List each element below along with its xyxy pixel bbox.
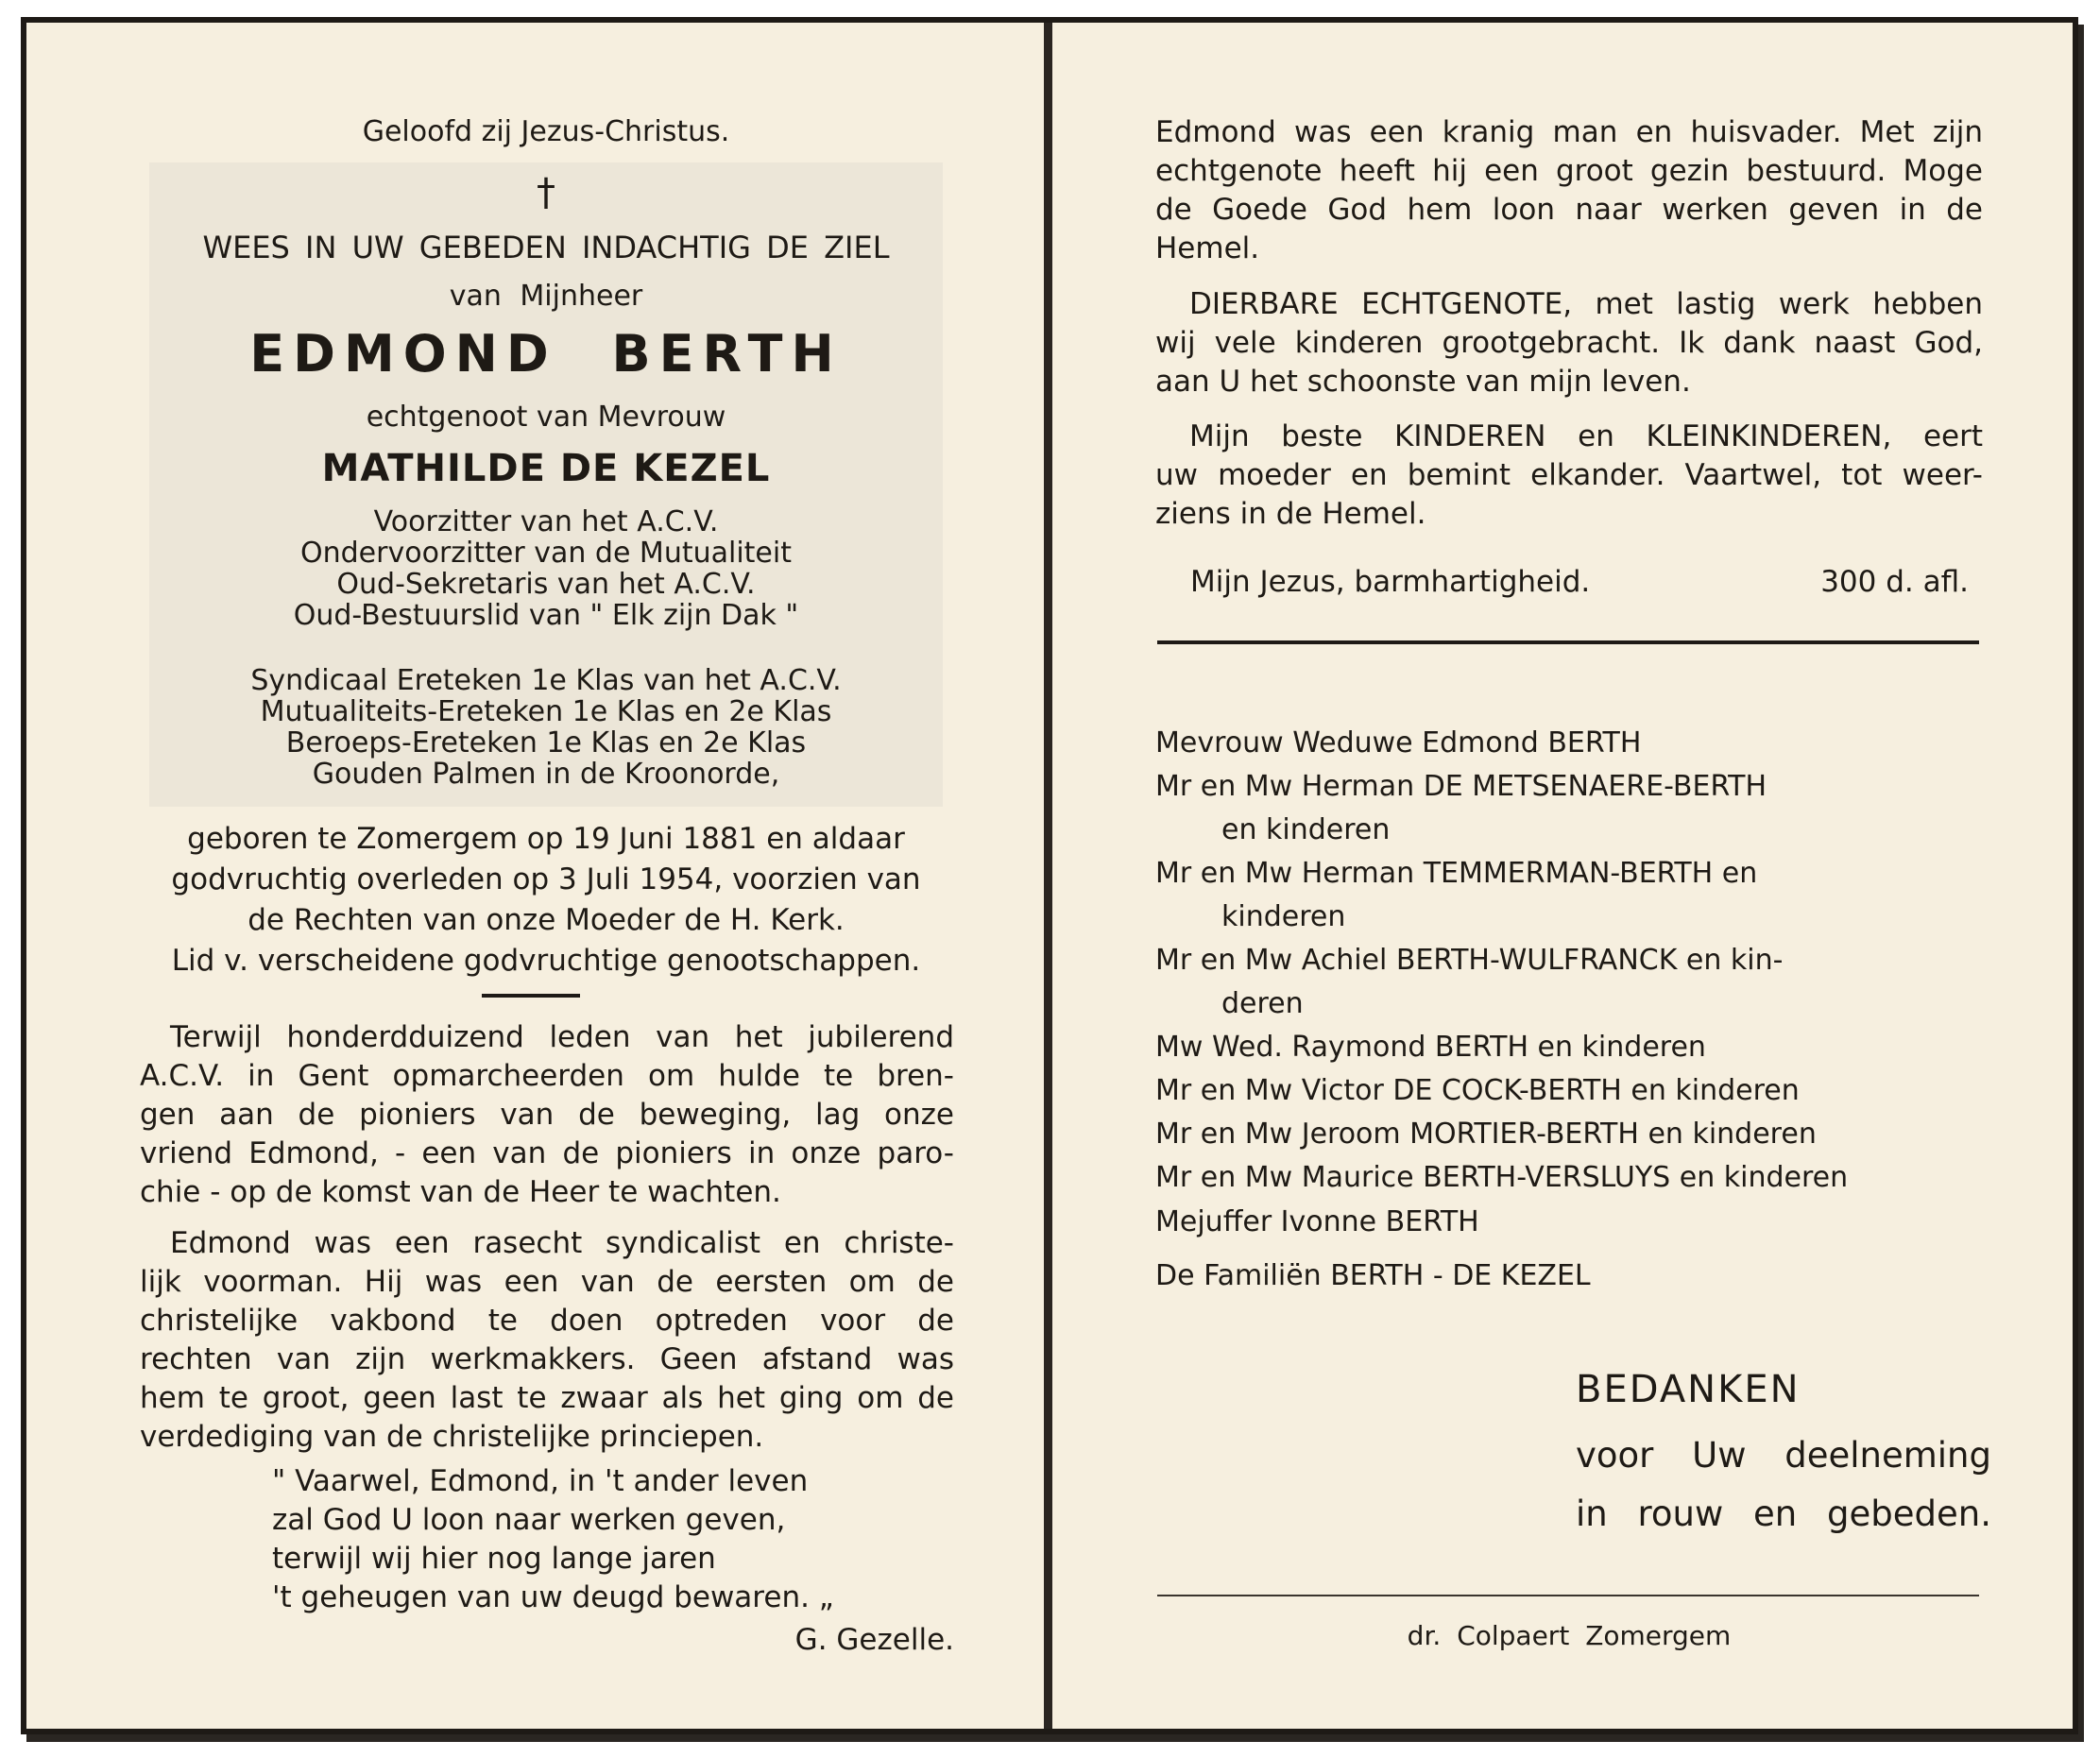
paragraph-line: Mijn beste KINDEREN en KLEINKINDEREN, eert xyxy=(1189,419,1983,453)
paragraph-line: Hemel. xyxy=(1155,231,1260,265)
paragraph-line: uw moeder en bemint elkander. Vaartwel, tot weer- xyxy=(1155,458,1983,492)
paragraph-line: lijk voorman. Hij was een van de eersten om de xyxy=(140,1265,954,1299)
paragraph-line: DIERBARE ECHTGENOTE, met lastig werk hebben xyxy=(1189,287,1983,321)
family-line: kinderen xyxy=(1221,900,1346,933)
family-line: Mr en Mw Maurice BERTH-VERSLUYS en kinderen xyxy=(1155,1161,1849,1194)
family-line: Mr en Mw Herman TEMMERMAN-BERTH en xyxy=(1155,857,1758,890)
family-line: deren xyxy=(1221,987,1304,1020)
paragraph-line: rechten van zijn werkmakkers. Geen afstand was xyxy=(140,1342,954,1376)
biography-line: godvruchtig overleden op 3 Juli 1954, voorzien van xyxy=(171,862,921,896)
honours-list xyxy=(149,665,943,790)
paragraph-line: Edmond was een rasecht syndicalist en christe- xyxy=(170,1226,954,1260)
paragraph-line: christelijke vakbond te doen optreden voor de xyxy=(140,1304,954,1338)
family-line: Mw Wed. Raymond BERTH en kinderen xyxy=(1155,1031,1706,1064)
paragraph-line: ziens in de Hemel. xyxy=(1155,497,1426,531)
header-text: Geloofd zij Jezus-Christus. xyxy=(362,115,730,148)
printer-credit: dr. Colpaert Zomergem xyxy=(1407,1620,1732,1651)
right-paragraph-1 xyxy=(1155,113,1983,268)
tribute-paragraph-1 xyxy=(140,1018,954,1212)
poem-line: zal God U loon naar werken geven, xyxy=(272,1503,786,1537)
memorial-card xyxy=(21,17,2078,1734)
card-fold xyxy=(1044,23,1052,1729)
paragraph-line: Terwijl honderdduizend leden van het jubilerend xyxy=(170,1020,954,1054)
biography-line: Lid v. verscheidene godvruchtige genootschappen. xyxy=(171,944,921,978)
function-line: Ondervoorzitter van de Mutualiteit xyxy=(300,537,792,570)
thanks-line: in rouw en gebeden. xyxy=(1576,1493,1991,1534)
section-divider xyxy=(482,994,580,998)
prayer-line: Mijn Jezus, barmhartigheid. xyxy=(1190,565,1591,599)
paragraph-line: chie - op de komst van de Heer te wachten. xyxy=(140,1175,781,1209)
family-line: De Familiën BERTH - DE KEZEL xyxy=(1155,1259,1591,1292)
honour-line: Beroeps-Ereteken 1e Klas en 2e Klas xyxy=(285,726,807,760)
family-line: Mejuffer Ivonne BERTH xyxy=(1155,1205,1479,1238)
poem xyxy=(272,1462,952,1617)
honour-line: Syndicaal Ereteken 1e Klas van het A.C.V. xyxy=(250,664,842,697)
thanks-line: voor Uw deelneming xyxy=(1576,1435,1991,1476)
tribute-paragraph-2 xyxy=(140,1224,954,1457)
remembrance-line: WEES IN UW GEBEDEN INDACHTIG DE ZIEL xyxy=(202,230,890,265)
family-line: Mevrouw Weduwe Edmond BERTH xyxy=(1155,726,1642,760)
poem-line: 't geheugen van uw deugd bewaren. „ xyxy=(272,1580,834,1614)
van-mijnheer: van Mijnheer xyxy=(449,280,643,313)
printer-divider xyxy=(1157,1595,1979,1596)
indulgence-note: 300 d. afl. xyxy=(1820,565,1969,599)
family-divider xyxy=(1157,640,1979,644)
family-line: Mr en Mw Jeroom MORTIER-BERTH en kinderen xyxy=(1155,1118,1817,1151)
poem-author: G. Gezelle. xyxy=(794,1623,954,1657)
thanks-lines xyxy=(1576,1426,1991,1544)
family-line: Mr en Mw Achiel BERTH-WULFRANCK en kin- xyxy=(1155,944,1784,977)
functions-list xyxy=(149,506,943,631)
spouse-name: MATHILDE DE KEZEL xyxy=(321,447,771,490)
paragraph-line: wij vele kinderen grootgebracht. Ik dank naast God, xyxy=(1155,326,1983,360)
paragraph-line: A.C.V. in Gent opmarcheerden om hulde te bren- xyxy=(140,1059,954,1093)
thanks-title: BEDANKEN xyxy=(1576,1368,1801,1411)
right-paragraph-3 xyxy=(1155,418,1983,534)
paragraph-line: de Goede God hem loon naar werken geven in de xyxy=(1155,193,1983,227)
family-line: en kinderen xyxy=(1221,813,1391,846)
cross-icon: † xyxy=(537,171,555,214)
paragraph-line: vriend Edmond, - een van de pioniers in onze paro- xyxy=(140,1136,954,1170)
paragraph-line: Edmond was een kranig man en huisvader. Met zijn xyxy=(1155,115,1983,149)
paragraph-line: gen aan de pioniers van de beweging, lag onze xyxy=(140,1098,954,1132)
paragraph-line: aan U het schoonste van mijn leven. xyxy=(1155,365,1691,399)
family-line: Mr en Mw Herman DE METSENAERE-BERTH xyxy=(1155,770,1767,803)
paragraph-line: hem te groot, geen last te zwaar als het ging om de xyxy=(140,1381,954,1415)
function-line: Voorzitter van het A.C.V. xyxy=(373,505,719,538)
biography-line: de Rechten van onze Moeder de H. Kerk. xyxy=(248,903,845,937)
honour-line: Mutualiteits-Ereteken 1e Klas en 2e Klas xyxy=(260,695,832,728)
biography xyxy=(130,819,962,981)
family-list xyxy=(1155,722,1983,1298)
function-line: Oud-Bestuurslid van " Elk zijn Dak " xyxy=(293,599,799,632)
right-paragraph-2 xyxy=(1155,285,1983,401)
paragraph-line: echtgenote heeft hij een groot gezin bestuurd. Moge xyxy=(1155,154,1983,188)
function-line: Oud-Sekretaris van het A.C.V. xyxy=(336,568,756,601)
honour-line: Gouden Palmen in de Kroonorde, xyxy=(312,758,780,791)
family-line: Mr en Mw Victor DE COCK-BERTH en kinderen xyxy=(1155,1074,1800,1107)
poem-line: terwijl wij hier nog lange jaren xyxy=(272,1542,716,1576)
biography-line: geboren te Zomergem op 19 Juni 1881 en aldaar xyxy=(187,822,905,856)
deceased-name: EDMOND BERTH xyxy=(249,324,843,384)
poem-line: " Vaarwel, Edmond, in 't ander leven xyxy=(272,1464,809,1498)
spouse-intro: echtgenoot van Mevrouw xyxy=(366,401,726,434)
paragraph-line: verdediging van de christelijke princiepen. xyxy=(140,1420,764,1454)
